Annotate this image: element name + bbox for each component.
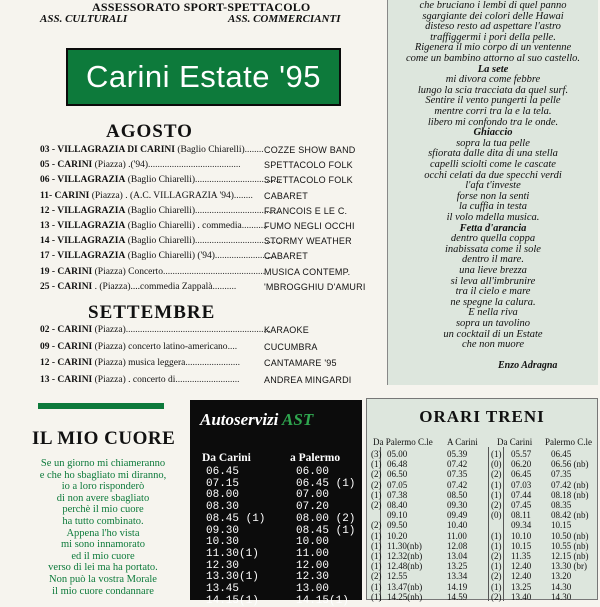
event-dots: ....................... bbox=[185, 358, 240, 368]
poem-line: Rigenera il mio corpo di un ventenne bbox=[414, 42, 572, 54]
train-row-palermo-carini: 08.40 bbox=[387, 500, 408, 510]
event-place: (Piazza) .('94) bbox=[92, 160, 149, 171]
train-row-carini-palermo: 07.44 bbox=[511, 489, 532, 500]
event-date: 03 - VILLAGRAZIA DI CARINI bbox=[40, 145, 175, 155]
bus-title-text: Autoservizi bbox=[200, 410, 279, 429]
event-act: FUMO NEGLI OCCHI bbox=[264, 221, 355, 231]
train-row-palermo-carini: 07.05 bbox=[387, 479, 408, 490]
event-date: 19 - CARINI bbox=[40, 266, 93, 277]
bus-time-to-palermo: 11.00 bbox=[296, 547, 330, 560]
event-act: CABARET bbox=[264, 251, 308, 262]
event-place: (Piazza) . concerto di bbox=[92, 374, 176, 385]
event-date: 11- CARINI bbox=[40, 190, 90, 201]
train-row-carini-palermo: 11.35 bbox=[511, 551, 531, 561]
bus-time-to-palermo: 07.00 bbox=[296, 489, 330, 502]
train-row-carini-palermo: 14.30 bbox=[551, 581, 572, 592]
event-venue bbox=[40, 236, 281, 247]
train-row-palermo-carini: 08.50 bbox=[447, 489, 468, 500]
train-row-carini-palermo: 13.30 (br) bbox=[551, 561, 587, 572]
bus-time-from-carini: 06.45 bbox=[206, 466, 240, 478]
train-row-palermo-carini: 13.25 bbox=[447, 561, 468, 572]
bus-col-from: Da Carini bbox=[202, 452, 251, 464]
bus-time-to-palermo: 13.00 bbox=[296, 583, 330, 595]
train-row-palermo-carini: (1) bbox=[371, 581, 382, 592]
event-date: 06 - VILLAGRAZIA bbox=[40, 175, 126, 186]
event-act: STORMY WEATHER bbox=[264, 236, 352, 247]
train-row-palermo-carini: 13.47(nb) bbox=[387, 581, 423, 592]
event-place: (Piazza) . (A.C. VILLAGRAZIA '94) bbox=[89, 190, 234, 201]
train-row-palermo-carini: 13.04 bbox=[447, 551, 468, 561]
train-row-carini-palermo: 10.15 bbox=[551, 520, 572, 531]
event-place: (Piazza) concerto latino-americano bbox=[92, 341, 228, 352]
train-row-carini-palermo: 05.57 bbox=[511, 449, 532, 459]
event-dots: ....................................... bbox=[148, 160, 241, 171]
poem-heading: La sete bbox=[477, 63, 509, 75]
event-place: (Baglio Chiarelli) ('94) bbox=[125, 251, 215, 262]
event-date: 09 - CARINI bbox=[40, 341, 93, 352]
event-dots: ........ bbox=[244, 145, 264, 155]
bus-time-from-carini: 12.30 bbox=[206, 559, 240, 572]
train-row-palermo-carini: 09.30 bbox=[447, 500, 468, 510]
poem-heading: Ghiaccio bbox=[473, 127, 513, 139]
bus-time-to-palermo: 08.45 (1) bbox=[296, 524, 356, 537]
cuore-line: ha tutto combinato. bbox=[62, 516, 144, 527]
bus-time-from-carini: 08.45 (1) bbox=[206, 512, 266, 525]
event-date: 13 - VILLAGRAZIA bbox=[40, 221, 126, 231]
train-row-palermo-carini: 09.49 bbox=[447, 510, 468, 521]
event-date: 12 - CARINI bbox=[40, 358, 93, 368]
train-row-carini-palermo: 07.35 bbox=[551, 469, 572, 480]
cuore-line: il mio cuore condannare bbox=[52, 585, 154, 597]
event-act: CUCUMBRA bbox=[264, 341, 318, 352]
train-row-palermo-carini: (2) bbox=[371, 469, 382, 480]
train-head-from-carini: Da Carini bbox=[497, 437, 533, 447]
poem-line: lungo la scia tracciata da quel surf. bbox=[417, 84, 569, 96]
train-divider bbox=[503, 447, 504, 601]
train-row-palermo-carini: 11.30(nb) bbox=[387, 540, 422, 551]
train-row-carini-palermo: 13.20 bbox=[551, 571, 572, 582]
bus-time-to-palermo: 06.45 (1) bbox=[296, 477, 356, 490]
bus-time-from-carini: 13.45 bbox=[206, 583, 240, 595]
event-venue bbox=[40, 191, 262, 201]
bus-title bbox=[200, 410, 313, 430]
train-row-carini-palermo: 08.35 bbox=[551, 500, 572, 510]
train-row-carini-palermo: (1) bbox=[491, 479, 502, 490]
event-date: 12 - VILLAGRAZIA bbox=[40, 205, 126, 216]
train-row-palermo-carini: 11.00 bbox=[447, 530, 467, 541]
event-venue bbox=[40, 375, 262, 385]
train-row-palermo-carini: (2) bbox=[371, 500, 382, 510]
event-venue bbox=[40, 358, 262, 368]
event-place: (Baglio Chiarelli) bbox=[174, 145, 245, 155]
poem-author: Enzo Adragna bbox=[498, 360, 558, 371]
train-row-carini-palermo: 10.15 bbox=[511, 540, 532, 551]
cuore-line: Se un giorno mi chiameranno bbox=[40, 458, 166, 469]
event-dots: ............................................................. bbox=[125, 325, 271, 335]
event-dots: ........................... bbox=[175, 374, 240, 385]
event-act: KARAOKE bbox=[264, 325, 309, 335]
train-row-palermo-carini: 09.50 bbox=[387, 520, 408, 531]
event-place: (Baglio Chiarelli) . commedia bbox=[125, 221, 242, 231]
train-row-palermo-carini: 12.48(nb) bbox=[387, 561, 423, 572]
event-date: 17 - VILLAGRAZIA bbox=[40, 251, 126, 262]
train-row-carini-palermo: (0) bbox=[491, 510, 502, 521]
event-dots: ........................................... bbox=[162, 266, 266, 277]
train-row-palermo-carini: (3) bbox=[371, 449, 382, 459]
train-row-carini-palermo: 08.42 (nb) bbox=[551, 510, 589, 521]
train-title: ORARI TRENI bbox=[419, 407, 545, 426]
cuore-line: mi sono innamorato bbox=[61, 539, 145, 551]
cuore-line: e che ho sbagliato mi diranno, bbox=[39, 469, 167, 481]
train-row-carini-palermo: 06.45 bbox=[551, 449, 572, 459]
train-row-carini-palermo: (1) bbox=[491, 489, 502, 500]
event-dots: .................................... bbox=[195, 236, 281, 247]
bus-time-from-carini: 11.30(1) bbox=[206, 547, 259, 560]
bus-col-to: a Palermo bbox=[290, 452, 341, 464]
train-row-palermo-carini: 12.32(nb) bbox=[387, 551, 423, 561]
train-row-carini-palermo: 13.40 bbox=[511, 591, 532, 602]
train-divider bbox=[488, 447, 489, 601]
train-row-carini-palermo: 10.10 bbox=[511, 530, 532, 541]
event-place: (Piazza) musica leggera bbox=[92, 358, 186, 368]
train-row-carini-palermo: (1) bbox=[491, 540, 502, 551]
train-row-palermo-carini: 07.35 bbox=[447, 469, 468, 480]
poem-line: Sentire il vento pungerti la pelle bbox=[425, 95, 561, 107]
poem-line: traffiggermi i pori della pelle. bbox=[430, 31, 556, 43]
train-row-palermo-carini: 07.38 bbox=[387, 489, 408, 500]
cuore-line: io a loro risponderò bbox=[61, 481, 145, 493]
poem-line: una lieve brezza bbox=[459, 265, 527, 276]
event-act: CABARET bbox=[264, 190, 308, 201]
event-dots: ........ bbox=[233, 190, 253, 201]
train-schedule-panel bbox=[366, 398, 598, 600]
bus-time-from-carini: 10.30 bbox=[206, 536, 240, 549]
event-date: 13 - CARINI bbox=[40, 374, 93, 385]
event-venue bbox=[40, 282, 262, 292]
train-row-carini-palermo: (2) bbox=[491, 469, 502, 480]
train-row-palermo-carini: 10.40 bbox=[447, 520, 468, 531]
event-date: 02 - CARINI bbox=[40, 325, 93, 335]
event-place: (Baglio Chiarelli) bbox=[125, 236, 195, 247]
event-venue bbox=[40, 160, 262, 170]
cuore-line: di non avere sbagliato bbox=[56, 492, 150, 504]
bus-time-to-palermo: 06.00 bbox=[296, 466, 330, 478]
train-row-palermo-carini: 05.39 bbox=[447, 449, 468, 459]
train-row-carini-palermo: 12.15 (nb) bbox=[551, 551, 589, 561]
poem-heading: Fetta d'arancia bbox=[459, 222, 527, 234]
bus-time-from-carini: 09.30 bbox=[206, 524, 240, 537]
train-row-carini-palermo: 06.56 (nb) bbox=[551, 459, 589, 470]
poem-line: disteso resto ad aspettare l'astro bbox=[425, 21, 561, 33]
poem-line: un cocktail di un Estate bbox=[443, 328, 543, 340]
poem-line: sfiorata dalle dita di una stella bbox=[428, 148, 558, 160]
train-row-palermo-carini: 13.34 bbox=[447, 571, 468, 582]
event-place: (Baglio Chiarelli) bbox=[125, 205, 195, 216]
bus-time-from-carini: 07.15 bbox=[206, 477, 240, 490]
train-row-carini-palermo: (2) bbox=[491, 500, 502, 510]
train-row-carini-palermo: 07.45 bbox=[511, 500, 532, 510]
train-row-carini-palermo: (1) bbox=[491, 449, 502, 459]
train-row-palermo-carini: 12.08 bbox=[447, 540, 468, 551]
event-place: (Baglio Chiarelli) bbox=[125, 175, 195, 186]
header-sub-right: ASS. COMMERCIANTI bbox=[228, 13, 341, 25]
cuore-line: verso di lei ma ha portato. bbox=[48, 562, 158, 574]
train-row-carini-palermo: 07.03 bbox=[511, 479, 532, 490]
cuore-line: Appena l'ho vista bbox=[66, 527, 140, 539]
poem-line: che non muore bbox=[461, 339, 524, 351]
train-row-palermo-carini: (1) bbox=[371, 551, 382, 561]
green-rule bbox=[38, 403, 164, 409]
event-act: SPETTACOLO FOLK bbox=[264, 175, 353, 186]
event-date: 25 - CARINI bbox=[40, 281, 93, 292]
poem-line: E nella riva bbox=[468, 307, 518, 319]
bus-time-to-palermo: 14.15(1) bbox=[296, 594, 349, 607]
header-sub-left: ASS. CULTURALI bbox=[40, 13, 128, 25]
poem-line: il volo mdella musica. bbox=[446, 212, 540, 223]
train-row-palermo-carini: 12.55 bbox=[387, 571, 408, 582]
bus-brand: AST bbox=[282, 410, 314, 429]
train-row-carini-palermo: (2) bbox=[491, 551, 502, 561]
poem-line: occhi celati da due specchi verdi bbox=[424, 169, 562, 181]
bus-time-to-palermo: 08.00 (2) bbox=[296, 512, 356, 525]
bus-time-to-palermo: 12.30 bbox=[296, 571, 330, 584]
train-row-palermo-carini: (1) bbox=[371, 540, 382, 551]
event-dots: .................................... bbox=[195, 205, 281, 216]
train-head-to-palermo: Palermo C.le bbox=[545, 437, 592, 447]
train-head-from-palermo: Da Palermo C.le bbox=[373, 437, 433, 447]
train-row-palermo-carini: (1) bbox=[371, 489, 382, 500]
event-dots: .... bbox=[227, 341, 238, 352]
train-row-palermo-carini: (1) bbox=[371, 591, 382, 602]
train-row-carini-palermo: 10.55 (nb) bbox=[551, 540, 589, 551]
event-dots: .......... bbox=[212, 281, 237, 292]
train-row-carini-palermo: (2) bbox=[491, 591, 502, 602]
event-act: MUSICA CONTEMP. bbox=[264, 266, 351, 277]
train-row-carini-palermo: 06.20 bbox=[511, 459, 532, 470]
cuore-title: IL MIO CUORE bbox=[32, 428, 176, 449]
title-banner bbox=[66, 48, 341, 106]
event-act: FRANCOIS E LE C. bbox=[264, 205, 348, 216]
cuore-line: ed il mio cuore bbox=[71, 550, 135, 562]
train-row-carini-palermo: 07.42 (nb) bbox=[551, 479, 589, 490]
event-venue bbox=[40, 175, 281, 186]
month-settembre: SETTEMBRE bbox=[88, 302, 216, 323]
train-row-palermo-carini: 14.59 bbox=[447, 591, 468, 602]
train-row-carini-palermo: 12.40 bbox=[511, 561, 532, 572]
poem-line: che bruciano i lembi di quel panno bbox=[419, 0, 567, 11]
train-head-to-carini: A Carini bbox=[447, 437, 478, 447]
event-venue bbox=[40, 325, 271, 335]
train-row-palermo-carini: 06.48 bbox=[387, 459, 408, 470]
poem-panel bbox=[387, 0, 598, 385]
bus-time-from-carini: 13.30(1) bbox=[206, 571, 259, 584]
train-row-carini-palermo: 13.25 bbox=[511, 581, 532, 592]
poem-line: la cuffia in testa bbox=[459, 201, 527, 213]
bus-time-from-carini: 14.15(1) bbox=[206, 594, 259, 607]
event-venue bbox=[40, 266, 266, 277]
poem-line: dentro quella coppa bbox=[450, 233, 536, 245]
poem-line: sgargiante dei colori delle Hawai bbox=[422, 10, 564, 22]
train-row-carini-palermo: (1) bbox=[491, 530, 502, 541]
event-date: 05 - CARINI bbox=[40, 160, 93, 171]
event-act: COZZE SHOW BAND bbox=[264, 145, 356, 155]
bus-time-from-carini: 08.00 bbox=[206, 489, 240, 502]
poem-line: inabissata come il sole bbox=[445, 243, 541, 255]
event-venue bbox=[40, 205, 281, 216]
banner-title: Carini Estate '95 bbox=[86, 59, 321, 94]
train-row-carini-palermo: (1) bbox=[491, 581, 502, 592]
header-title: ASSESSORATO SPORT-SPETTACOLO bbox=[92, 0, 311, 14]
poem-line: mi divora come febbre bbox=[445, 74, 541, 86]
train-row-palermo-carini: 14.19 bbox=[447, 581, 468, 592]
event-act: 'MBROGGHIU D'AMURI bbox=[264, 281, 366, 292]
bus-time-to-palermo: 12.00 bbox=[296, 559, 330, 572]
event-venue bbox=[40, 251, 277, 262]
cuore-line: Non può la vostra Morale bbox=[49, 574, 157, 585]
event-dots: .................................... bbox=[195, 175, 281, 186]
train-row-carini-palermo: 09.34 bbox=[511, 520, 532, 531]
poem-line: sopra la tua pelle bbox=[456, 137, 530, 149]
poem-line: capelli sciolti come le cascate bbox=[430, 159, 556, 170]
poem-line: mentre corri tra la e la tela. bbox=[434, 106, 552, 117]
train-row-carini-palermo: (2) bbox=[491, 571, 502, 582]
train-row-palermo-carini: (1) bbox=[371, 530, 382, 541]
event-venue bbox=[40, 342, 262, 352]
event-place: (Piazza) bbox=[92, 325, 126, 335]
train-row-palermo-carini: (2) bbox=[371, 479, 382, 490]
train-row-palermo-carini: 10.20 bbox=[387, 530, 408, 541]
poem-line: l'afa t'investe bbox=[465, 180, 521, 192]
poem-line: dentro il mare. bbox=[462, 254, 524, 266]
train-row-carini-palermo: 14.30 bbox=[551, 591, 572, 602]
event-act: CANTAMARE '95 bbox=[264, 358, 337, 368]
event-venue bbox=[40, 145, 262, 155]
train-row-palermo-carini: 14.25(nb) bbox=[387, 591, 423, 602]
train-row-carini-palermo: 08.11 bbox=[511, 510, 531, 521]
month-agosto: AGOSTO bbox=[106, 121, 193, 142]
bus-schedule-panel bbox=[190, 400, 362, 607]
train-row-palermo-carini: (2) bbox=[371, 571, 382, 582]
poem-line: tra il cielo e mare bbox=[455, 286, 531, 298]
poem-line: si leva all'imbrunire bbox=[450, 275, 536, 287]
train-row-carini-palermo: 10.50 (nb) bbox=[551, 530, 589, 541]
poem-line: come un bambino attorno al suo castello. bbox=[405, 53, 581, 64]
poem-line: sopra un tavolino bbox=[455, 318, 531, 329]
train-row-palermo-carini: (1) bbox=[371, 561, 382, 572]
event-act: SPETTACOLO FOLK bbox=[264, 160, 353, 171]
bus-time-to-palermo: 10.00 bbox=[296, 536, 330, 549]
train-row-carini-palermo: (1) bbox=[491, 561, 502, 572]
train-row-palermo-carini: 07.42 bbox=[447, 479, 468, 490]
event-venue bbox=[40, 221, 268, 231]
event-act: ANDREA MINGARDI bbox=[264, 374, 352, 385]
train-row-carini-palermo: 12.40 bbox=[511, 571, 532, 582]
train-row-palermo-carini: 09.10 bbox=[387, 510, 408, 521]
train-row-carini-palermo: 08.18 (nb) bbox=[551, 489, 589, 500]
event-dots: .......................... bbox=[214, 251, 277, 262]
train-row-palermo-carini: 05.00 bbox=[387, 449, 408, 459]
poem-line: ne spegne la calura. bbox=[450, 296, 536, 308]
event-date: 14 - VILLAGRAZIA bbox=[40, 236, 126, 247]
train-row-carini-palermo: 06.45 bbox=[511, 469, 532, 480]
train-row-palermo-carini: 06.50 bbox=[387, 469, 408, 480]
event-place: . (Piazza)....commedia Zappalà bbox=[92, 281, 213, 292]
bus-time-from-carini: 08.30 bbox=[206, 501, 240, 514]
poem-line: forse non la senti bbox=[456, 190, 530, 202]
bus-time-to-palermo: 07.20 bbox=[296, 501, 330, 514]
train-row-carini-palermo: (0) bbox=[491, 459, 502, 470]
event-dots: ........... bbox=[241, 221, 268, 231]
event-place: (Piazza) Concerto bbox=[92, 266, 163, 277]
train-row-palermo-carini: (2) bbox=[371, 520, 382, 531]
train-row-palermo-carini: 07.42 bbox=[447, 459, 468, 470]
train-row-palermo-carini: (1) bbox=[371, 459, 382, 470]
poem-line: libero mi confondo tra le onde. bbox=[427, 116, 559, 128]
cuore-line: perchè il mio cuore bbox=[62, 504, 144, 516]
